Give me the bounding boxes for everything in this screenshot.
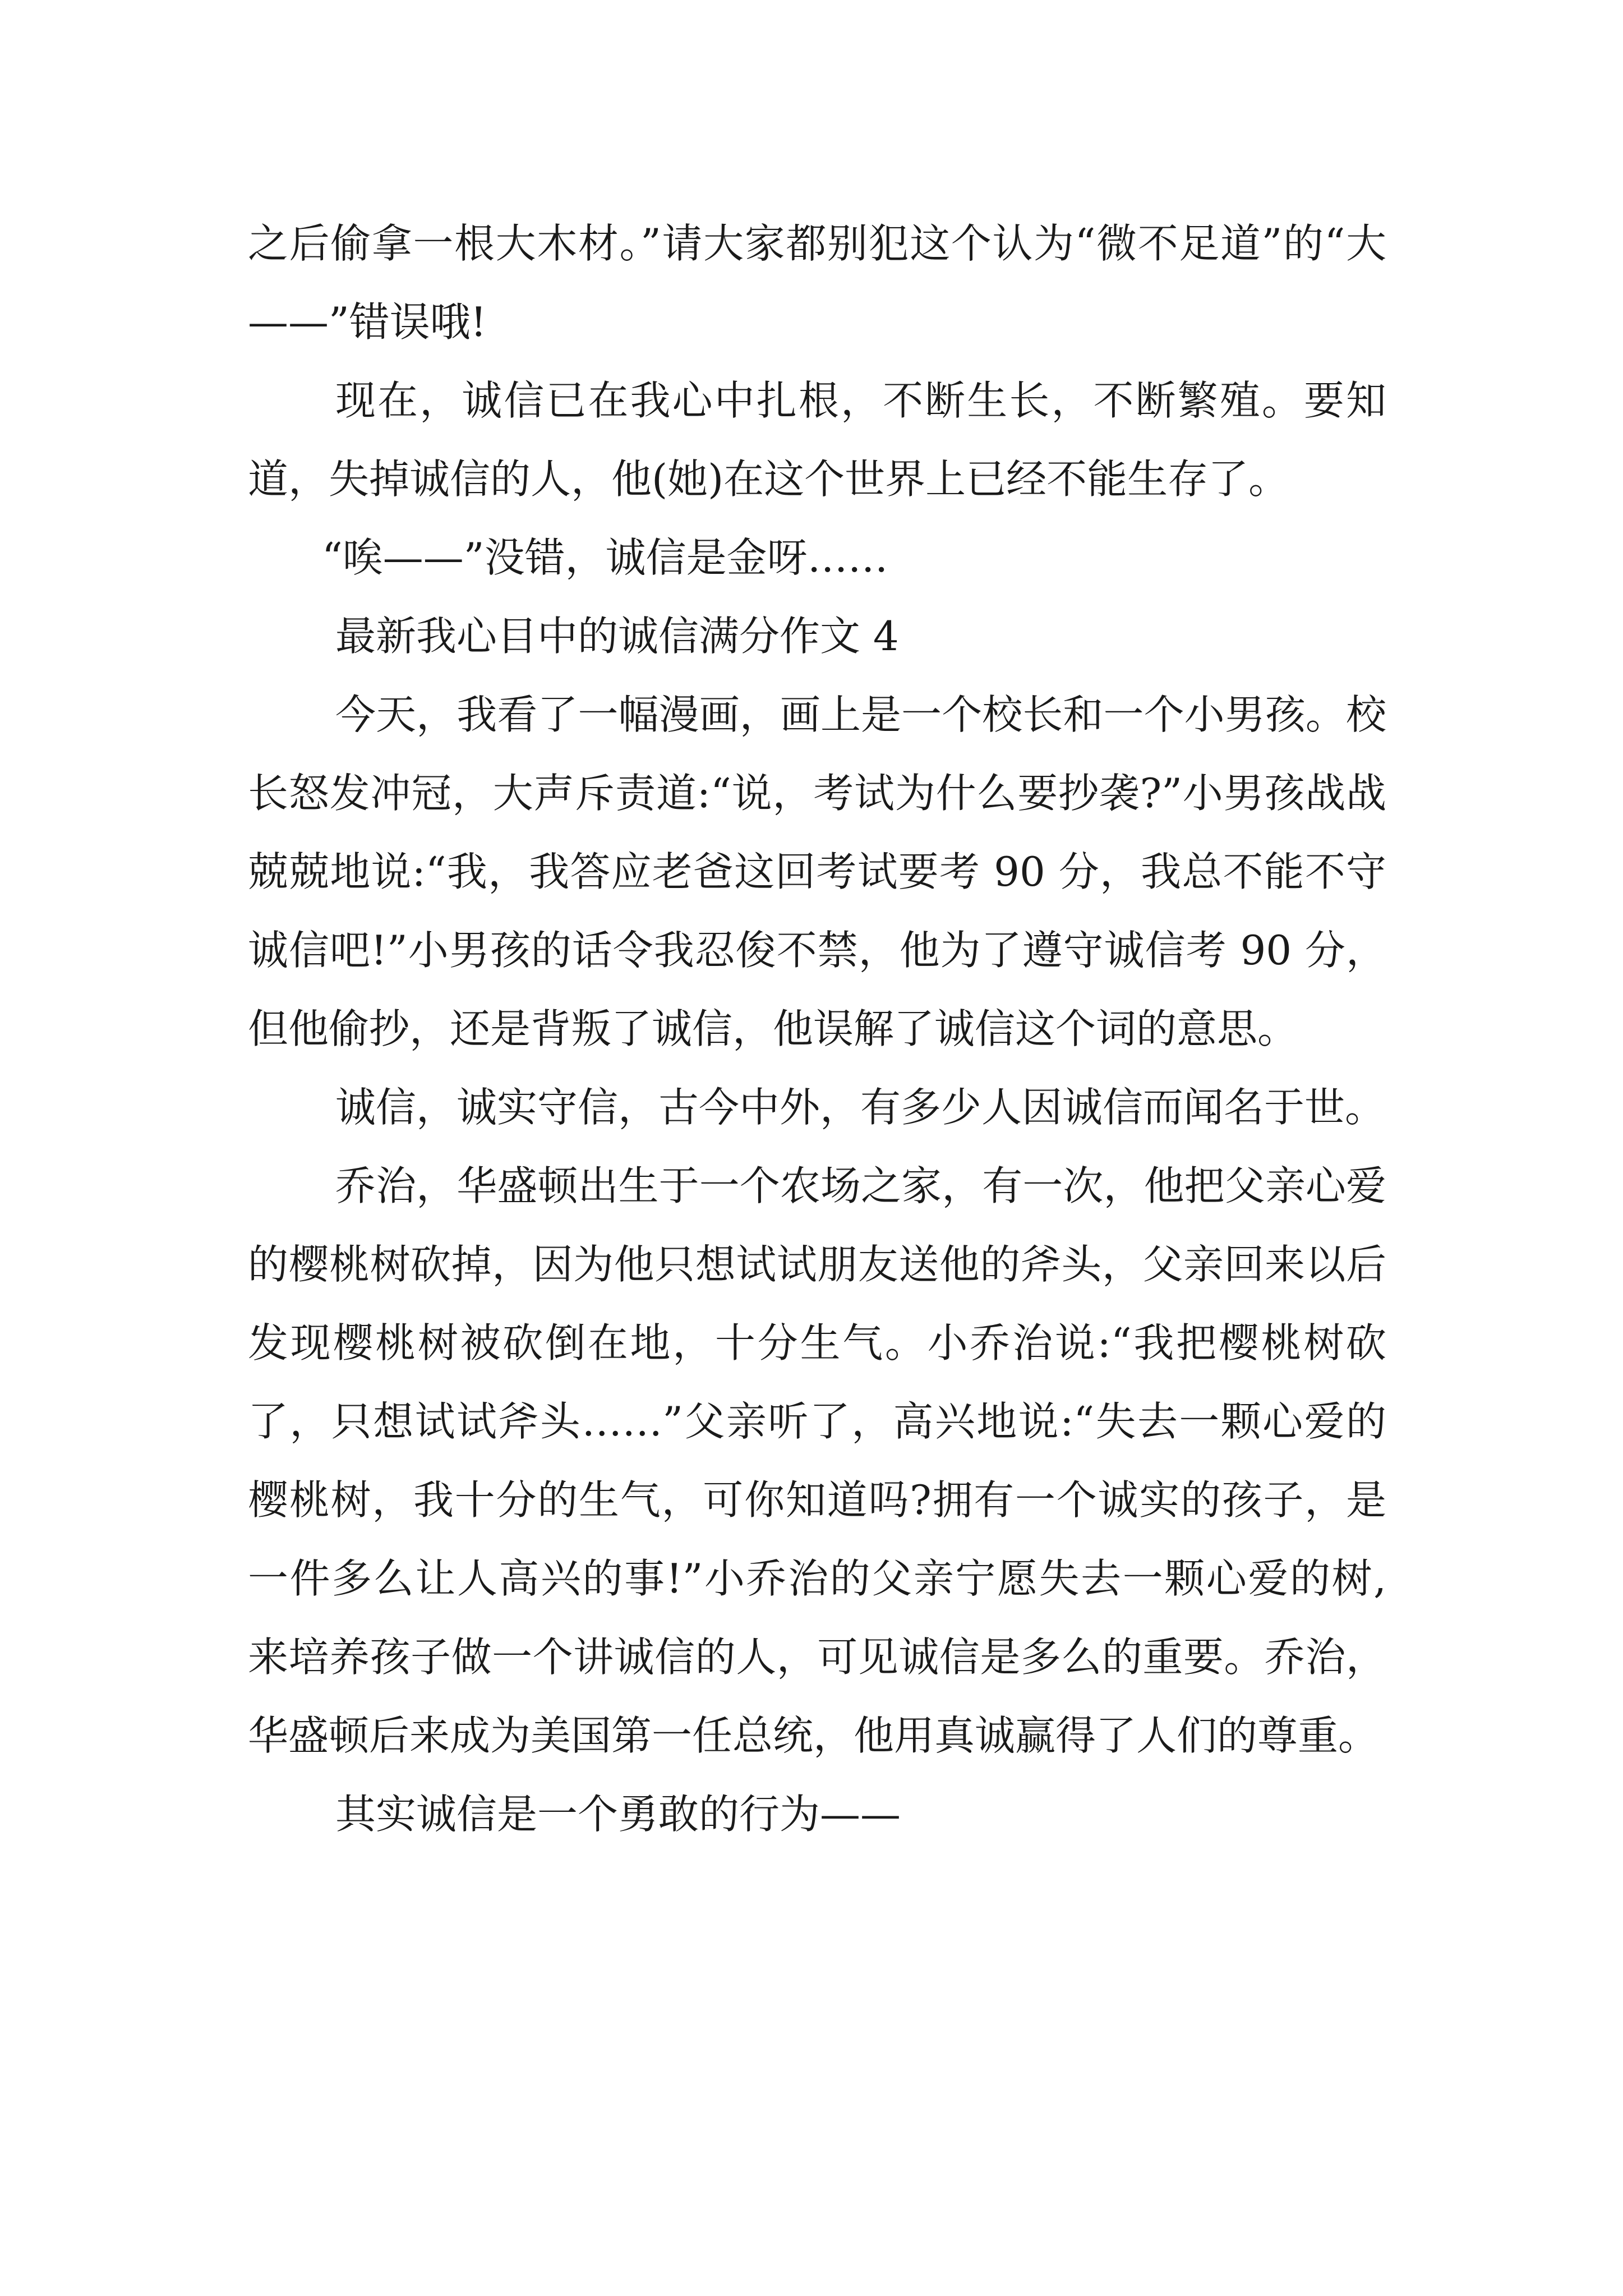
paragraph: 其实诚信是一个勇敢的行为——: [335, 1791, 901, 1838]
paragraph: 诚信，诚实守信，古今中外，有多少人因诚信而闻名于世。: [335, 1084, 1386, 1131]
paragraph: 现在，诚信已在我心中扎根，不断生长，不断繁殖。要知道，失掉诚信的人，他(她)在这个世界上已经不能生存了。: [248, 377, 1386, 503]
section-heading: 最新我心目中的诚信满分作文 4: [335, 613, 899, 660]
paragraph: 今天，我看了一幅漫画，画上是一个校长和一个小男孩。校长怒发冲冠，大声斥责道:“说，考试为什么要抄袭?”小男孩战战兢兢地说:“我，我答应老爸这回考试要考 90 分，我总不能不守诚信吧!”小男孩的话令我忍俊不禁，他为了遵守诚信考 90 分，但他偷抄，还是背叛了诚信，他误解了诚信这个词的意思。: [248, 691, 1386, 1052]
paragraph: 乔治，华盛顿出生于一个农场之家，有一次，他把父亲心爱的樱桃树砍掉，因为他只想试试朋友送他的斧头，父亲回来以后发现樱桃树被砍倒在地，十分生气。小乔治说:“我把樱桃树砍了，只想试试斧头……”父亲听了，高兴地说:“失去一颗心爱的樱桃树，我十分的生气，可你知道吗?拥有一个诚实的孩子，是一件多么让人高兴的事!”小乔治的父亲宁愿失去一颗心爱的树,来培养孩子做一个讲诚信的人，可见诚信是多么的重要。乔治，华盛顿后来成为美国第一任总统，他用真诚赢得了人们的尊重。: [248, 1162, 1386, 1759]
paragraph-continuation: 之后偷拿一根大木材。”请大家都别犯这个认为“微不足道”的“大——”错误哦!: [248, 220, 1386, 346]
document-body: [248, 204, 1386, 1853]
paragraph-quote: “唉——”没错，诚信是金呀……: [322, 534, 888, 581]
